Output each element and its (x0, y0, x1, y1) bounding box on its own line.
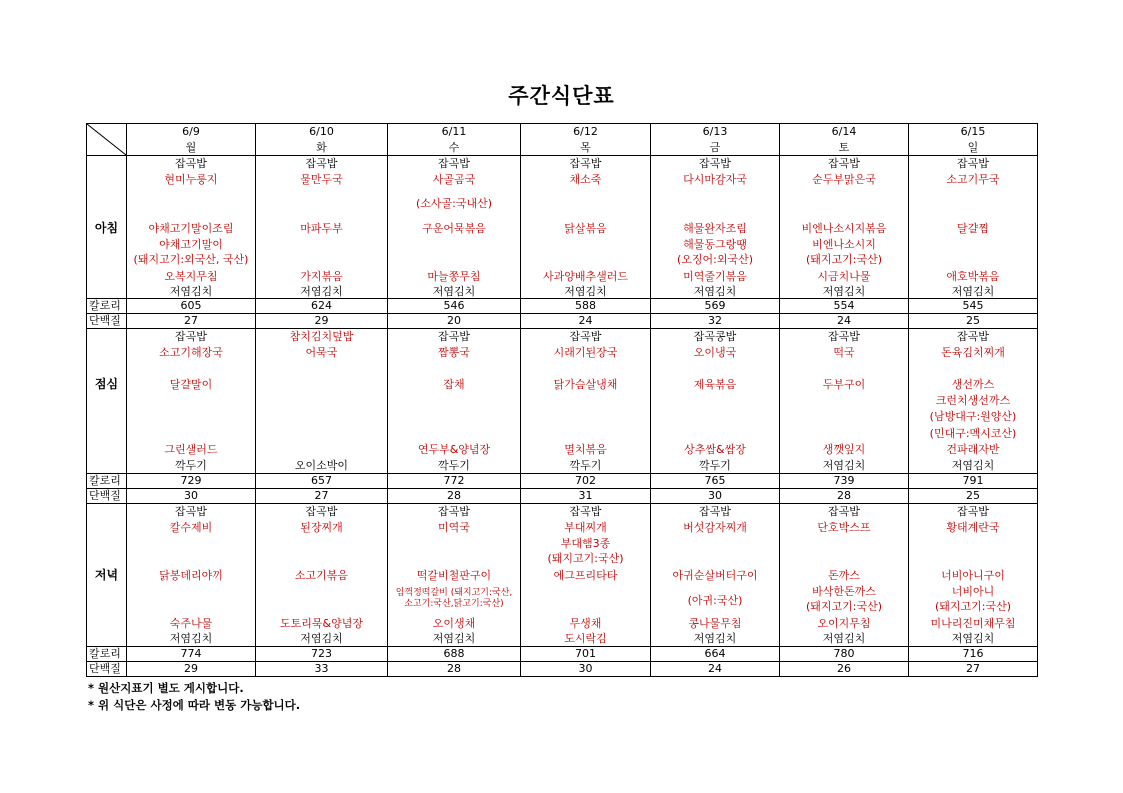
meal-label: 점심 (94, 377, 119, 391)
day-date: 6/10 (309, 125, 334, 138)
calorie-label: 칼로리 (87, 474, 127, 489)
weekly-menu-table (86, 123, 1038, 677)
menu-item: 저염김치 (951, 285, 995, 298)
menu-item: 잡곡밥 (957, 157, 989, 170)
protein-value: 30 (651, 489, 780, 504)
menu-item: 오이지무침 (817, 617, 871, 630)
menu-item: 시금치나물 (817, 270, 871, 283)
day-date: 6/12 (573, 125, 598, 138)
menu-item: 돈까스 (828, 569, 860, 582)
menu-item: 닭가슴살냉채 (553, 378, 618, 391)
menu-item: 저염김치 (822, 285, 866, 298)
protein-value: 31 (521, 489, 651, 504)
protein-value: 24 (651, 662, 780, 677)
calorie-value: 772 (388, 474, 521, 489)
menu-item: 저염김치 (300, 285, 343, 298)
meal-label: 저녁 (94, 568, 119, 582)
protein-value: 24 (521, 314, 651, 329)
menu-item: 저염김치 (169, 285, 213, 298)
calorie-value: 664 (651, 647, 780, 662)
protein-value: 27 (256, 489, 388, 504)
calorie-value: 765 (651, 474, 780, 489)
protein-row (87, 489, 1038, 504)
menu-item: 너비아니구이 (941, 569, 1005, 582)
menu-item: 저염김치 (564, 285, 607, 298)
menu-item: 어묵국 (305, 346, 338, 359)
menu-item: 잡곡밥 (438, 157, 470, 170)
menu-item: 부대찌개 (564, 521, 607, 534)
menu-item: 저염김치 (693, 285, 737, 298)
calorie-value: 702 (521, 474, 651, 489)
menu-item: 숙주나물 (169, 617, 213, 630)
menu-item: (아귀:국산) (687, 594, 743, 607)
menu-item: 깍두기 (569, 459, 602, 472)
calorie-label: 칼로리 (87, 299, 127, 314)
day-weekday: 월 (185, 140, 197, 154)
menu-item: 애호박볶음 (946, 270, 1000, 283)
calorie-value: 701 (521, 647, 651, 662)
protein-label: 단백질 (87, 489, 127, 504)
protein-value: 28 (388, 662, 521, 677)
menu-item: 부대햄3종 (560, 537, 611, 550)
menu-item: 에그프리타타 (553, 569, 618, 582)
menu-item: 잡곡밥 (175, 330, 207, 343)
protein-value: 30 (521, 662, 651, 677)
menu-item: 소고기무국 (946, 173, 1000, 186)
calorie-row (87, 299, 1038, 314)
calorie-value: 780 (780, 647, 909, 662)
page-title: 주간식단표 (508, 84, 615, 108)
menu-item: 해물동그랑땡 (683, 238, 747, 251)
menu-item: 도시락김 (564, 632, 607, 645)
menu-item: 생선까스 (951, 378, 995, 391)
meal-label-cell (87, 504, 127, 647)
menu-cell (651, 329, 780, 474)
protein-value: 20 (388, 314, 521, 329)
menu-item: (민대구:멕시코산) (929, 427, 1017, 440)
meal-label: 아침 (94, 221, 119, 235)
calorie-value: 546 (388, 299, 521, 314)
day-header (388, 124, 521, 156)
menu-item: (남방대구:원양산) (929, 410, 1017, 423)
calorie-value: 791 (909, 474, 1038, 489)
menu-item: 잡곡밥 (828, 157, 860, 170)
menu-item: 저염김치 (432, 285, 476, 298)
day-header (651, 124, 780, 156)
meal-row (87, 504, 1038, 647)
menu-item: (돼지고기:국산) (547, 552, 624, 565)
calorie-value: 774 (127, 647, 256, 662)
protein-value: 32 (651, 314, 780, 329)
diagonal-line (87, 124, 126, 155)
menu-item: 해물완자조림 (683, 222, 747, 235)
protein-label: 단백질 (87, 662, 127, 677)
menu-cell (521, 156, 651, 299)
day-date: 6/13 (702, 125, 728, 138)
day-header (780, 124, 909, 156)
calorie-value: 739 (780, 474, 909, 489)
menu-item: 상추쌈&쌈장 (684, 443, 746, 456)
notes (88, 680, 300, 714)
menu-item: 두부구이 (822, 378, 866, 391)
menu-item: 오이소박이 (294, 459, 349, 472)
protein-value: 24 (780, 314, 909, 329)
day-weekday: 토 (838, 140, 850, 154)
protein-value: 27 (909, 662, 1038, 677)
protein-value: 33 (256, 662, 388, 677)
menu-cell (127, 329, 256, 474)
calorie-label: 칼로리 (87, 647, 127, 662)
day-weekday: 일 (967, 140, 979, 154)
calorie-value: 588 (521, 299, 651, 314)
day-header (127, 124, 256, 156)
menu-item: 떡갈비철판구이 (416, 569, 492, 582)
menu-cell (127, 156, 256, 299)
menu-item: 도토리묵&양념장 (280, 617, 363, 630)
day-date: 6/11 (441, 125, 467, 138)
menu-item: 미나리진미채무침 (930, 617, 1016, 630)
menu-item: 사과양배추샐러드 (542, 270, 628, 283)
calorie-value: 554 (780, 299, 909, 314)
menu-item: (소사골:국내산) (415, 197, 493, 210)
menu-item: 잡곡밥 (569, 330, 602, 343)
menu-item: 깍두기 (699, 459, 731, 472)
day-weekday: 화 (316, 140, 327, 154)
menu-item: 크런치생선까스 (935, 394, 1011, 407)
menu-item: 깍두기 (438, 459, 470, 472)
menu-item: 시래기된장국 (553, 346, 618, 359)
menu-item: 깍두기 (175, 459, 207, 472)
menu-item: 마늘쫑무침 (427, 270, 481, 283)
menu-item: 오이생채 (432, 617, 476, 630)
calorie-value: 688 (388, 647, 521, 662)
menu-item: 잡곡밥 (175, 157, 207, 170)
menu-item: 달걀말이 (169, 378, 213, 391)
menu-item: 물만두국 (300, 173, 343, 186)
menu-cell (909, 504, 1038, 647)
corner-cell (87, 124, 127, 156)
menu-cell (909, 156, 1038, 299)
menu-item: 잡곡밥 (569, 157, 602, 170)
menu-item: 비엔나소시지 (812, 238, 876, 251)
menu-item: 야채고기말이 (159, 238, 223, 251)
day-date: 6/15 (960, 125, 986, 138)
menu-item: 임꺽정떡갈비 (돼지고기:국산, (395, 588, 513, 598)
menu-item: 단호박스프 (817, 521, 871, 534)
day-header (256, 124, 388, 156)
menu-item: 잡곡밥 (305, 505, 338, 518)
note-change: * 위 식단은 사정에 따라 변동 가능합니다. (88, 698, 301, 712)
menu-item: 돈육김치찌개 (941, 346, 1005, 359)
menu-item: 연두부&양념장 (417, 443, 491, 456)
menu-item: 잡곡밥 (828, 505, 860, 518)
menu-item: 잡곡밥 (957, 330, 989, 343)
meal-label-cell (87, 156, 127, 299)
menu-item: 떡국 (833, 346, 855, 359)
menu-item: 아귀순살버터구이 (672, 569, 758, 582)
menu-cell (256, 504, 388, 647)
menu-item: 칼수제비 (169, 521, 213, 534)
calorie-value: 569 (651, 299, 780, 314)
calorie-row (87, 474, 1038, 489)
menu-item: 너비아니 (951, 585, 995, 598)
menu-item: 미역국 (438, 521, 470, 534)
menu-item: 소고기볶음 (294, 569, 349, 582)
menu-item: 저염김치 (822, 632, 866, 645)
protein-value: 29 (256, 314, 388, 329)
menu-item: 마파두부 (300, 222, 343, 235)
menu-cell (127, 504, 256, 647)
menu-item: 사골곰국 (432, 173, 476, 186)
menu-item: 달걀찜 (957, 222, 989, 235)
menu-item: 멸치볶음 (564, 443, 607, 456)
menu-item: 잡곡밥 (957, 505, 989, 518)
menu-cell (521, 504, 651, 647)
menu-item: 잡곡콩밥 (693, 330, 737, 343)
menu-item: 잡곡밥 (828, 330, 860, 343)
menu-cell (651, 156, 780, 299)
calorie-value: 545 (909, 299, 1038, 314)
protein-label: 단백질 (87, 314, 127, 329)
note-origin: * 원산지표기 별도 게시합니다. (88, 681, 244, 695)
menu-item: 콩나물무침 (688, 617, 742, 630)
menu-item: 현미누룽지 (164, 173, 218, 186)
header-row (87, 124, 1038, 156)
meal-row (87, 156, 1038, 299)
menu-item: 잡곡밥 (438, 330, 470, 343)
menu-item: 버섯감자찌개 (683, 521, 747, 534)
protein-value: 28 (780, 489, 909, 504)
day-weekday: 수 (448, 140, 460, 154)
menu-item: 잡채 (443, 378, 465, 391)
menu-item: (돼지고기:외국산, 국산) (133, 253, 249, 266)
menu-item: 참치김치덮밥 (289, 330, 354, 343)
protein-row (87, 662, 1038, 677)
menu-item: 황태계란국 (946, 521, 1000, 534)
menu-item: 잡곡밥 (699, 157, 731, 170)
menu-item: 저염김치 (951, 459, 995, 472)
menu-item: 된장찌개 (300, 521, 343, 534)
menu-item: 야채고기말이조림 (148, 222, 234, 235)
protein-value: 25 (909, 489, 1038, 504)
calorie-value: 605 (127, 299, 256, 314)
calorie-value: 624 (256, 299, 388, 314)
menu-item: 짬뽕국 (438, 346, 470, 359)
menu-item: (돼지고기:국산) (805, 600, 883, 613)
menu-item: 오이냉국 (693, 346, 737, 359)
menu-cell (256, 329, 388, 474)
menu-item: 잡곡밥 (305, 157, 338, 170)
menu-item: 저염김치 (951, 632, 995, 645)
day-weekday: 목 (580, 140, 591, 154)
menu-cell (388, 329, 521, 474)
menu-item: 닭봉데리야끼 (159, 569, 223, 582)
menu-item: (오징어:외국산) (676, 253, 754, 266)
menu-item: 생깻잎지 (822, 443, 866, 456)
menu-item: (돼지고기:국산) (805, 253, 883, 266)
menu-item: 건파래자반 (946, 443, 1000, 456)
menu-item: 저염김치 (300, 632, 343, 645)
meal-row (87, 329, 1038, 474)
protein-value: 29 (127, 662, 256, 677)
protein-value: 26 (780, 662, 909, 677)
meal-label-cell (87, 329, 127, 474)
menu-cell (256, 156, 388, 299)
menu-cell (780, 504, 909, 647)
menu-cell (780, 329, 909, 474)
calorie-value: 723 (256, 647, 388, 662)
day-date: 6/9 (182, 125, 200, 138)
menu-item: 저염김치 (822, 459, 866, 472)
menu-cell (909, 329, 1038, 474)
menu-item: 비엔나소시지볶음 (801, 222, 887, 235)
menu-item: 구운어묵볶음 (422, 222, 486, 235)
protein-row (87, 314, 1038, 329)
menu-item: 그린샐러드 (164, 443, 218, 456)
protein-value: 27 (127, 314, 256, 329)
menu-cell (388, 156, 521, 299)
menu-item: 소고기해장국 (159, 346, 223, 359)
protein-value: 25 (909, 314, 1038, 329)
menu-item: 잡곡밥 (175, 505, 207, 518)
menu-cell (521, 329, 651, 474)
menu-item: 잡곡밥 (699, 505, 731, 518)
menu-item: 채소죽 (569, 173, 602, 186)
menu-item: 바삭한돈까스 (812, 585, 876, 598)
menu-item: 무생채 (569, 617, 602, 630)
protein-value: 28 (388, 489, 521, 504)
menu-item: 순두부맑은국 (812, 173, 876, 186)
menu-item: 다시마감자국 (683, 173, 747, 186)
menu-cell (388, 504, 521, 647)
menu-cell (780, 156, 909, 299)
day-header (521, 124, 651, 156)
menu-item: (돼지고기:국산) (934, 600, 1012, 613)
menu-item: 미역줄기볶음 (683, 270, 747, 283)
calorie-value: 657 (256, 474, 388, 489)
protein-value: 30 (127, 489, 256, 504)
menu-item: 제육볶음 (693, 378, 737, 391)
calorie-value: 716 (909, 647, 1038, 662)
day-weekday: 금 (709, 140, 721, 154)
menu-item: 저염김치 (432, 632, 476, 645)
menu-item: 가지볶음 (300, 270, 343, 283)
menu-item: 닭살볶음 (564, 222, 607, 235)
menu-item: 저염김치 (169, 632, 213, 645)
menu-cell (651, 504, 780, 647)
calorie-row (87, 647, 1038, 662)
day-header (909, 124, 1038, 156)
menu-item: 잡곡밥 (438, 505, 470, 518)
day-date: 6/14 (831, 125, 857, 138)
menu-item: 저염김치 (693, 632, 737, 645)
menu-item: 잡곡밥 (569, 505, 602, 518)
calorie-value: 729 (127, 474, 256, 489)
menu-item: 오복지무침 (164, 270, 218, 283)
menu-item: 소고기:국산,닭고기:국산) (404, 599, 504, 609)
